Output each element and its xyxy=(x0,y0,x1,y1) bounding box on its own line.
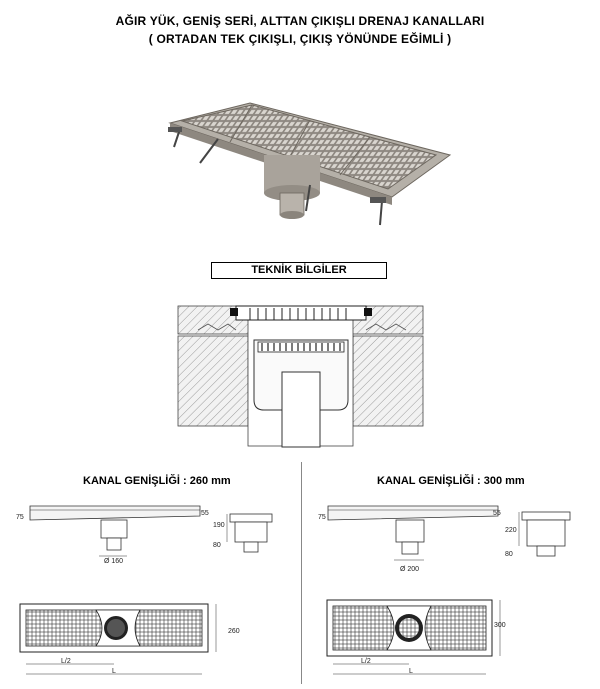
right-dim-300: 300 xyxy=(494,622,506,629)
section-divider xyxy=(301,462,302,684)
left-dim-full: L xyxy=(112,668,116,675)
right-dim-full: L xyxy=(409,668,413,675)
right-dim-75: 75 xyxy=(318,514,326,521)
right-dim-55: 55 xyxy=(493,510,501,517)
left-side-profile xyxy=(15,500,285,575)
right-dim-220: 220 xyxy=(505,527,517,534)
left-dim-190: 190 xyxy=(213,522,225,529)
right-dim-80: 80 xyxy=(505,551,513,558)
left-dim-55: 55 xyxy=(201,510,209,517)
right-dim-diameter: Ø 200 xyxy=(400,566,420,573)
left-dim-75: 75 xyxy=(16,514,24,521)
right-side-profile xyxy=(318,500,588,575)
right-dim-half: L/2 xyxy=(361,658,371,665)
technical-heading: TEKNİK BİLGİLER xyxy=(211,262,387,279)
left-dim-80: 80 xyxy=(213,542,221,549)
right-section-heading: KANAL GENİŞLİĞİ : 300 mm xyxy=(377,475,525,487)
product-image xyxy=(160,85,460,235)
left-dim-half: L/2 xyxy=(61,658,71,665)
right-top-view xyxy=(327,600,527,684)
left-section-heading: KANAL GENİŞLİĞİ : 260 mm xyxy=(83,475,231,487)
left-dim-diameter: Ø 160 xyxy=(104,558,124,565)
page-title: AĞIR YÜK, GENİŞ SERİ, ALTTAN ÇIKIŞLI DRENAJ KANALLARI xyxy=(115,14,485,28)
left-dim-260: 260 xyxy=(228,628,240,635)
page-subtitle: ( ORTADAN TEK ÇIKIŞLI, ÇIKIŞ YÖNÜNDE EĞİMLİ ) xyxy=(148,32,452,46)
left-top-view xyxy=(20,604,220,684)
cross-section-drawing xyxy=(178,300,423,450)
